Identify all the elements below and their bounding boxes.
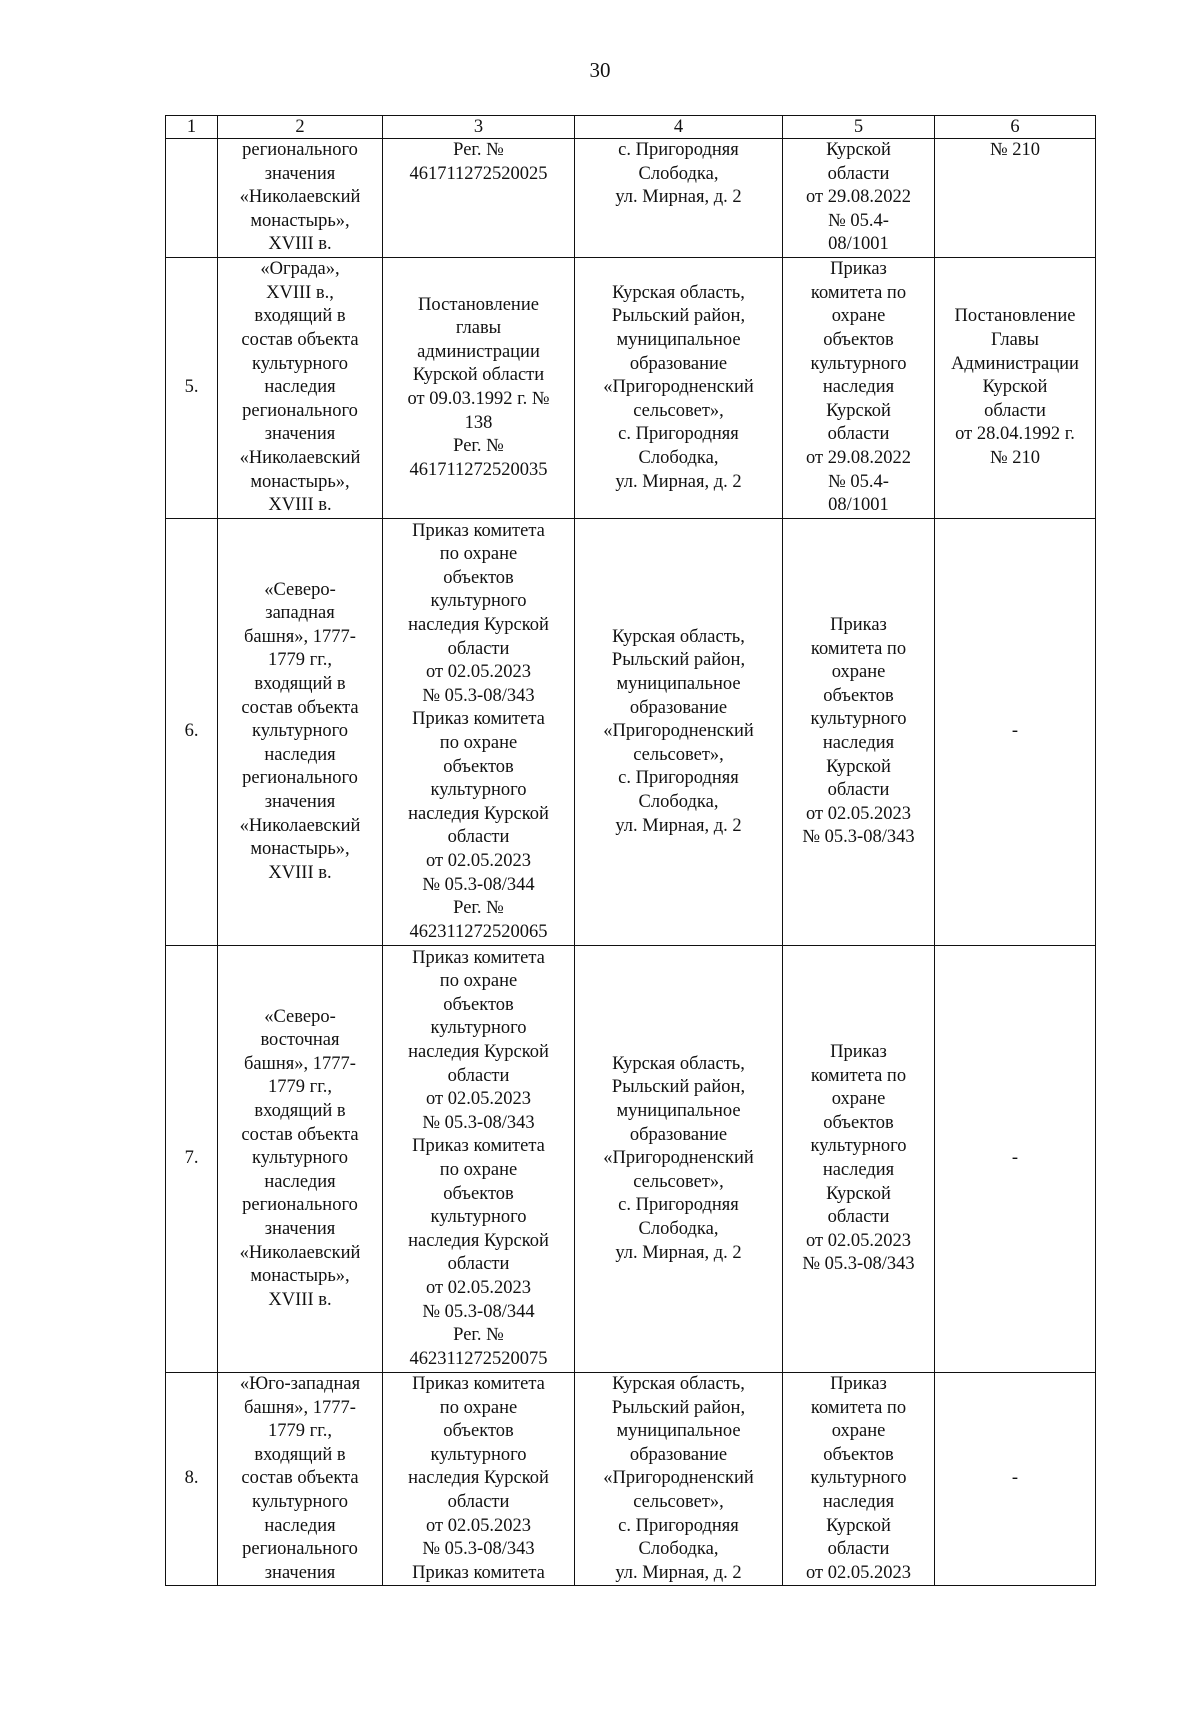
- note: -: [935, 518, 1096, 945]
- table-header-row: [166, 116, 1096, 139]
- table-row: [166, 139, 1096, 258]
- row-number: [166, 139, 218, 258]
- object-name: «Ограда», XVIII в., входящий в состав объекта культурного наследия регионального значения «Николаевский монастырь», XVIII в.: [218, 257, 383, 518]
- table-row: [166, 518, 1096, 945]
- column-header: 5: [783, 116, 935, 139]
- note: -: [935, 945, 1096, 1372]
- page-number: 30: [589, 58, 611, 82]
- basis-document: Приказ комитета по охране объектов культурного наследия Курской области от 02.05.2023 № 05.3-08/343 Приказ комитета по охране объектов культурного наследия Курской области от 02.05.2023 № 05.3-08/344 Рег. № 462311272520065: [383, 518, 575, 945]
- note: № 210: [935, 139, 1096, 258]
- column-header: 4: [575, 116, 783, 139]
- approval-act: Приказ комитета по охране объектов культурного наследия Курской области от 29.08.2022 № 05.4- 08/1001: [783, 257, 935, 518]
- approval-act: Курской области от 29.08.2022 № 05.4- 08/1001: [783, 139, 935, 258]
- row-number: 7.: [166, 945, 218, 1372]
- approval-act: Приказ комитета по охране объектов культурного наследия Курской области от 02.05.2023 № 05.3-08/343: [783, 945, 935, 1372]
- basis-document: Рег. № 461711272520025: [383, 139, 575, 258]
- table-row: [166, 257, 1096, 518]
- row-number: 5.: [166, 257, 218, 518]
- approval-act: Приказ комитета по охране объектов культурного наследия Курской области от 02.05.2023 № 05.3-08/343: [783, 518, 935, 945]
- column-header: 6: [935, 116, 1096, 139]
- object-address: Курская область, Рыльский район, муниципальное образование «Пригородненский сельсовет», с. Пригородняя Слободка, ул. Мирная, д. 2: [575, 257, 783, 518]
- basis-document: Приказ комитета по охране объектов культурного наследия Курской области от 02.05.2023 № 05.3-08/343 Приказ комитета по охране объектов культурного наследия Курской области от 02.05.2023 № 05.3-08/344 Рег. № 462311272520075: [383, 945, 575, 1372]
- column-header: 2: [218, 116, 383, 139]
- approval-act: Приказ комитета по охране объектов культурного наследия Курской области от 02.05.2023: [783, 1372, 935, 1585]
- row-number: 6.: [166, 518, 218, 945]
- object-address: Курская область, Рыльский район, муниципальное образование «Пригородненский сельсовет», с. Пригородняя Слободка, ул. Мирная, д. 2: [575, 1372, 783, 1585]
- object-name: «Северо- восточная башня», 1777- 1779 гг., входящий в состав объекта культурного наследия регионального значения «Николаевский монастырь», XVIII в.: [218, 945, 383, 1372]
- object-address: Курская область, Рыльский район, муниципальное образование «Пригородненский сельсовет», с. Пригородняя Слободка, ул. Мирная, д. 2: [575, 518, 783, 945]
- basis-document: Приказ комитета по охране объектов культурного наследия Курской области от 02.05.2023 № 05.3-08/343 Приказ комитета: [383, 1372, 575, 1585]
- column-header: 3: [383, 116, 575, 139]
- table-row: [166, 945, 1096, 1372]
- object-address: с. Пригородняя Слободка, ул. Мирная, д. 2: [575, 139, 783, 258]
- table-row: [166, 1372, 1096, 1585]
- note: -: [935, 1372, 1096, 1585]
- object-name: «Юго-западная башня», 1777- 1779 гг., входящий в состав объекта культурного наследия регионального значения: [218, 1372, 383, 1585]
- row-number: 8.: [166, 1372, 218, 1585]
- object-address: Курская область, Рыльский район, муниципальное образование «Пригородненский сельсовет», с. Пригородняя Слободка, ул. Мирная, д. 2: [575, 945, 783, 1372]
- object-name: «Северо- западная башня», 1777- 1779 гг., входящий в состав объекта культурного наследия регионального значения «Николаевский монастырь», XVIII в.: [218, 518, 383, 945]
- note: Постановление Главы Администрации Курской области от 28.04.1992 г. № 210: [935, 257, 1096, 518]
- heritage-objects-table: [165, 115, 1096, 1586]
- column-header: 1: [166, 116, 218, 139]
- basis-document: Постановление главы администрации Курской области от 09.03.1992 г. № 138 Рег. № 461711272520035: [383, 257, 575, 518]
- object-name: регионального значения «Николаевский монастырь», XVIII в.: [218, 139, 383, 258]
